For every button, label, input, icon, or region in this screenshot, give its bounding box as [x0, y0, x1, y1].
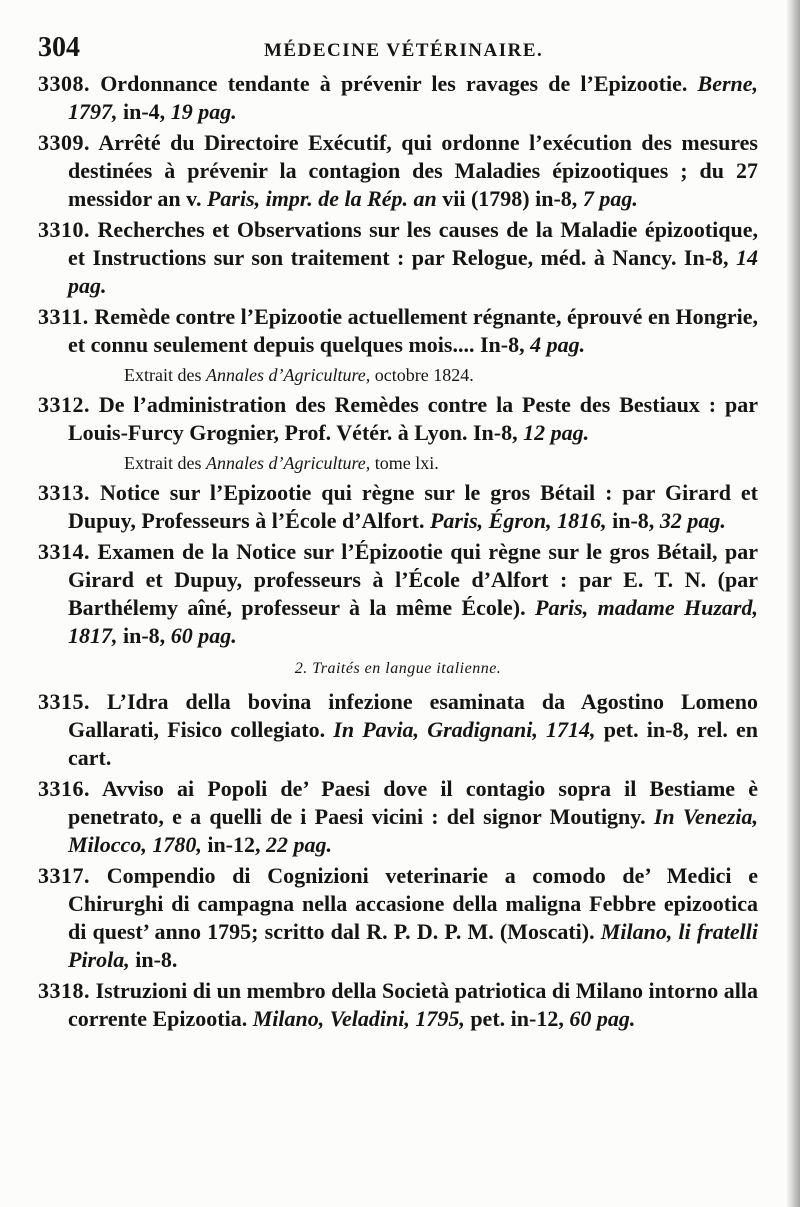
entry-pages: 19 pag. — [170, 99, 237, 124]
entry-text: De l’administration des Remèdes contre la Peste des Bestiaux : par Louis-Furcy Grognier, Prof. Vétér. à Lyon. In-8, — [68, 392, 759, 445]
page-edge-shadow — [786, 0, 800, 1207]
page-header — [38, 32, 758, 64]
entry-3317 — [38, 862, 758, 974]
entry-number: 3310. — [38, 217, 90, 242]
entry-text: Compendio di Cognizioni veterinarie a comodo de’ Medici e Chirurghi di campagna nella accasione della maligna Febbre epizootica di quest’ anno 1795; scritto dal R. P. D. P. M. (Moscati). — [68, 863, 758, 944]
entry-text: Recherches et Observations sur les causes de la Maladie épizootique, et Instructions sur son traitement : par Relogue, méd. à Nancy. In-8, — [68, 217, 758, 270]
entry-3309 — [38, 129, 758, 213]
entry-3310 — [38, 216, 758, 300]
entry-imprint: In Venezia, Milocco, 1780, — [68, 804, 758, 857]
extract-suffix: octobre 1824. — [374, 365, 474, 385]
entry-format: vii (1798) in-8, — [442, 186, 583, 211]
entry-format: in-8, — [123, 623, 171, 648]
running-head: MÉDECINE VÉTÉRINAIRE. — [264, 40, 544, 61]
extract-note-1 — [124, 362, 758, 388]
entry-pages: 22 pag. — [266, 832, 333, 857]
entry-number: 3316. — [38, 776, 90, 801]
entry-pages: 12 pag. — [523, 420, 590, 445]
entry-pages: 32 pag. — [659, 508, 726, 533]
entry-text: Ordonnance tendante à prévenir les ravages de l’Epizootie. — [100, 71, 688, 96]
entry-imprint: Paris, madame Huzard, 1817, — [68, 595, 758, 648]
extract-suffix: tome lxi. — [374, 453, 439, 473]
entry-number: 3309. — [38, 130, 90, 155]
extract-note-2 — [124, 450, 758, 476]
extract-prefix: Extrait des — [124, 453, 202, 473]
entry-text: Notice sur l’Epizootie qui règne sur le gros Bétail : par Girard et Dupuy, Professeurs à l’École d’Alfort. — [68, 480, 759, 533]
extract-journal: Annales d’Agriculture, — [205, 365, 371, 385]
entry-text: Remède contre l’Epizootie actuellement régnante, éprouvé en Hongrie, et connu seulement depuis quelques mois.... In-8, — [68, 304, 759, 357]
entry-imprint: Milano, Veladini, 1795, — [252, 1006, 465, 1031]
entry-imprint: In Pavia, Gradignani, 1714, — [333, 717, 596, 742]
entry-text: L’Idra della bovina infezione esaminata da Agostino Lomeno Gallarati, Fisico collegiato. — [68, 689, 758, 742]
page-number: 304 — [38, 32, 80, 63]
entry-number: 3311. — [38, 304, 89, 329]
entry-number: 3317. — [38, 863, 90, 888]
entry-number: 3313. — [38, 480, 90, 505]
entry-number: 3308. — [38, 71, 90, 96]
entry-text: Avviso ai Popoli de’ Paesi dove il contagio sopra il Bestiame è penetrato, e a quelli de i Paesi vicini : del signor Moutigny. — [68, 776, 758, 829]
extract-prefix: Extrait des — [124, 365, 202, 385]
entry-format: pet. in-12, — [470, 1006, 570, 1031]
entry-pages: 60 pag. — [569, 1006, 636, 1031]
entry-3318 — [38, 977, 758, 1033]
extract-journal: Annales d’Agriculture, — [205, 453, 371, 473]
entry-text: Istruzioni di un membro della Società patriotica di Milano intorno alla corrente Epizootia. — [68, 978, 758, 1031]
entry-format: in-8, — [612, 508, 660, 533]
entry-number: 3318. — [38, 978, 90, 1003]
entry-pages: 60 pag. — [170, 623, 237, 648]
entry-imprint: Berne, 1797, — [68, 71, 759, 124]
entry-format: in-4, — [123, 99, 171, 124]
entry-3311 — [38, 303, 758, 359]
entry-3314 — [38, 538, 758, 650]
entry-text: Examen de la Notice sur l’Épizootie qui règne sur le gros Bétail, par Girard et Dupuy, professeurs à l’École d’Alfort : par E. T. N. (par Barthélemy aîné, professeur à la même École). — [68, 539, 758, 620]
entry-imprint: Milano, li fratelli Pirola, — [68, 919, 758, 972]
entry-number: 3312. — [38, 392, 90, 417]
entry-number: 3315. — [38, 689, 90, 714]
entry-format: in-8. — [135, 947, 178, 972]
entry-3313 — [38, 479, 758, 535]
entry-imprint: Paris, Égron, 1816, — [429, 508, 607, 533]
entry-imprint: Paris, impr. de la Rép. an — [206, 186, 437, 211]
entry-number: 3314. — [38, 539, 90, 564]
entry-text: Arrêté du Directoire Exécutif, qui ordonne l’exécution des mesures destinées à prévenir la contagion des Maladies épizootiques ; du 27 messidor an v. — [68, 130, 758, 211]
entry-pages: 7 pag. — [582, 186, 638, 211]
entry-pages: 4 pag. — [530, 332, 586, 357]
section-title: 2. Traités en langue italienne. — [294, 660, 502, 677]
entry-3312 — [38, 391, 758, 447]
entry-3316 — [38, 775, 758, 859]
entry-pages: 14 pag. — [68, 245, 759, 298]
entry-format: in-12, — [207, 832, 267, 857]
entry-3315 — [38, 688, 758, 772]
entry-3308 — [38, 70, 758, 126]
entry-format: pet. in-8, rel. en cart. — [68, 717, 759, 770]
